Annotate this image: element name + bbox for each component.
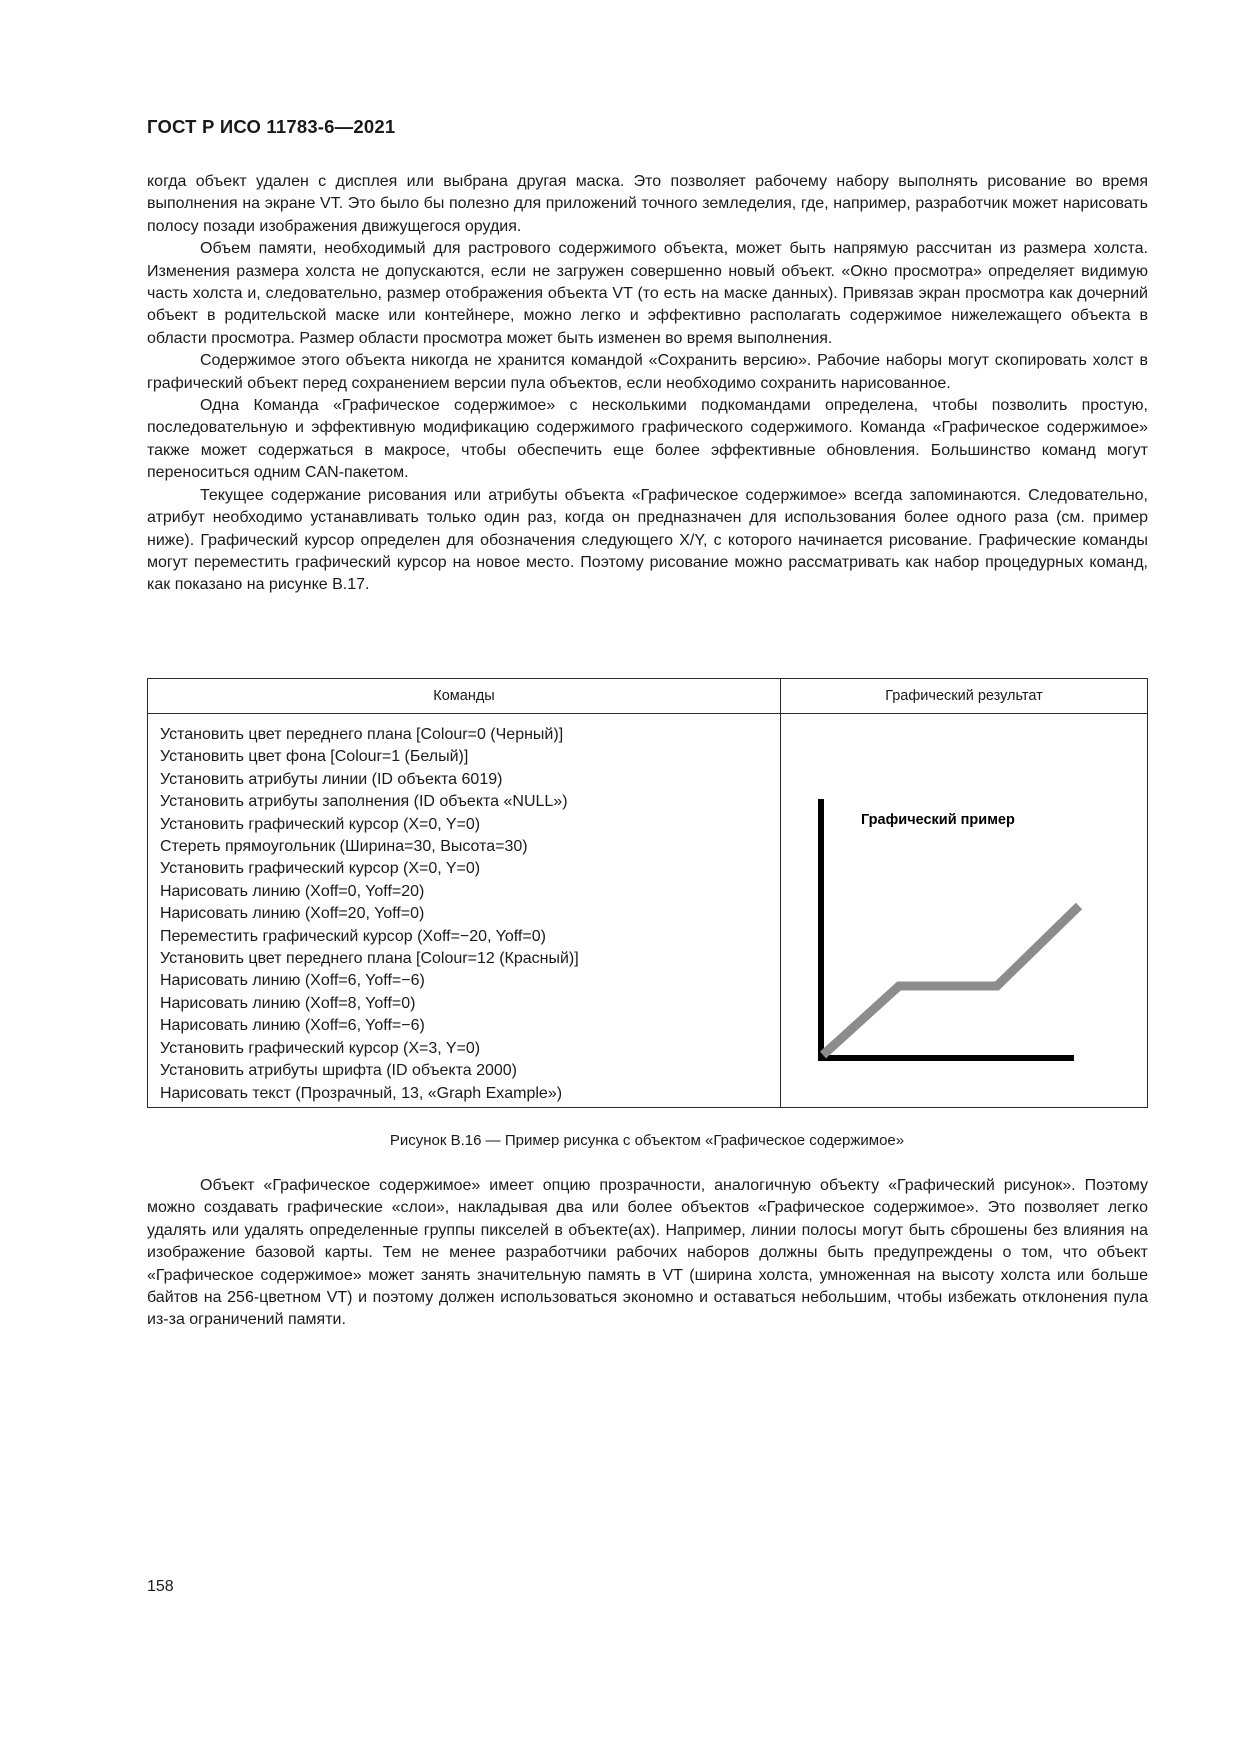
commands-cell	[148, 714, 781, 1108]
graph-cell	[781, 714, 1148, 1108]
graph-line	[823, 906, 1079, 1055]
command-line: Установить графический курсор (X=0, Y=0)	[160, 860, 481, 878]
graph-label: Графический пример	[861, 812, 1015, 828]
command-line: Нарисовать линию (Xoff=20, Yoff=0)	[160, 905, 425, 923]
command-line: Установить цвет фона [Colour=1 (Белый)]	[160, 748, 469, 766]
page-number: 158	[147, 1578, 174, 1595]
paragraph: Содержимое этого объекта никогда не хранится командой «Сохранить версию». Рабочие наборы могут скопировать холст в графический объект перед сохранением версии пула объектов, если необходимо сохранить нарисованное.	[147, 352, 1148, 392]
command-line: Установить цвет переднего плана [Colour=0 (Черный)]	[160, 726, 564, 743]
paragraph: Объект «Графическое содержимое» имеет опцию прозрачности, аналогичную объекту «Графический рисунок». Поэтому можно создавать графические «слои», накладывая два или более объектов «Графическое содержимое». Это позволяет легко удалять или удалять определенные группы пикселей в объекте(ах). Например, линии полосы могут быть сброшены без влияния на изображение базовой карты. Тем не менее разработчики рабочих наборов должны быть предупреждены о том, что объект «Графическое содержимое» может занять значительную память в VT (ширина холста, умноженная на высоту холста или больше байтов на 256-цветном VT) и поэтому должен использоваться экономно и оставаться небольшим, чтобы избежать отклонения пула из-за ограничений памяти.	[147, 1177, 1148, 1329]
command-line: Стереть прямоугольник (Ширина=30, Высота=30)	[160, 838, 528, 856]
command-line: Нарисовать текст (Прозрачный, 13, «Graph Example»)	[160, 1084, 563, 1102]
command-line: Установить атрибуты шрифта (ID объекта 2000)	[160, 1062, 517, 1080]
command-line: Установить атрибуты заполнения (ID объекта «NULL»)	[160, 793, 568, 811]
body-text-top	[147, 171, 1148, 597]
result-column-header: Графический результат	[781, 679, 1148, 714]
paragraph: Текущее содержание рисования или атрибуты объекта «Графическое содержимое» всегда запоминаются. Следовательно, атрибут необходимо устанавливать только один раз, когда он предназначен для использования более одного раза (см. пример ниже). Графический курсор определен для обозначения следующего X/Y, с которого начинается рисование. Графические команды могут переместить графический курсор на новое место. Поэтому рисование можно рассматривать как набор процедурных команд, как показано на рисунке B.17.	[147, 486, 1148, 594]
figure-caption: Рисунок B.16 — Пример рисунка с объектом «Графическое содержимое»	[389, 1132, 905, 1149]
command-line: Переместить графический курсор (Xoff=−20, Yoff=0)	[160, 927, 546, 945]
figure-table	[147, 678, 1148, 1108]
command-line: Нарисовать линию (Xoff=6, Yoff=−6)	[160, 1017, 425, 1035]
page-header: ГОСТ Р ИСО 11783-6—2021	[147, 116, 396, 137]
command-line: Установить цвет переднего плана [Colour=12 (Красный)]	[160, 950, 579, 968]
command-line: Установить графический курсор (X=0, Y=0)	[160, 815, 481, 833]
command-line: Нарисовать линию (Xoff=8, Yoff=0)	[160, 994, 416, 1012]
command-line: Нарисовать линию (Xoff=0, Yoff=20)	[160, 882, 425, 900]
paragraph: когда объект удален с дисплея или выбрана другая маска. Это позволяет рабочему набору выполнять рисование во время выполнения на экране VT. Это было бы полезно для приложений точного земледелия, где, например, разработчик может нарисовать полосу позади изображения движущегося орудия.	[147, 173, 1148, 235]
commands-column-header: Команды	[148, 679, 781, 714]
graph-example	[781, 714, 1147, 1108]
paragraph: Одна Команда «Графическое содержимое» с несколькими подкомандами определена, чтобы позволить простую, последовательную и эффективную модификацию содержимого графического содержимого. Команда «Графическое содержимое» также может содержаться в макросе, чтобы обеспечить еще более эффективные обновления. Большинство команд могут переноситься одним CAN-пакетом.	[147, 397, 1148, 482]
command-line: Нарисовать линию (Xoff=6, Yoff=−6)	[160, 972, 425, 990]
command-line: Установить графический курсор (X=3, Y=0)	[160, 1039, 481, 1057]
body-text-bottom	[147, 1175, 1148, 1332]
paragraph: Объем памяти, необходимый для растрового содержимого объекта, может быть напрямую рассчитан из размера холста. Изменения размера холста не допускаются, если не загружен совершенно новый объект. «Окно просмотра» определяет видимую часть холста и, следовательно, размер отображения объекта VT (то есть на маске данных). Привязав экран просмотра как дочерний объект в родительской маске или контейнере, можно легко и эффективно располагать содержимое нижележащего объекта в области просмотра. Размер области просмотра может быть изменен во время выполнения.	[147, 240, 1148, 347]
command-line: Установить атрибуты линии (ID объекта 6019)	[160, 770, 503, 788]
